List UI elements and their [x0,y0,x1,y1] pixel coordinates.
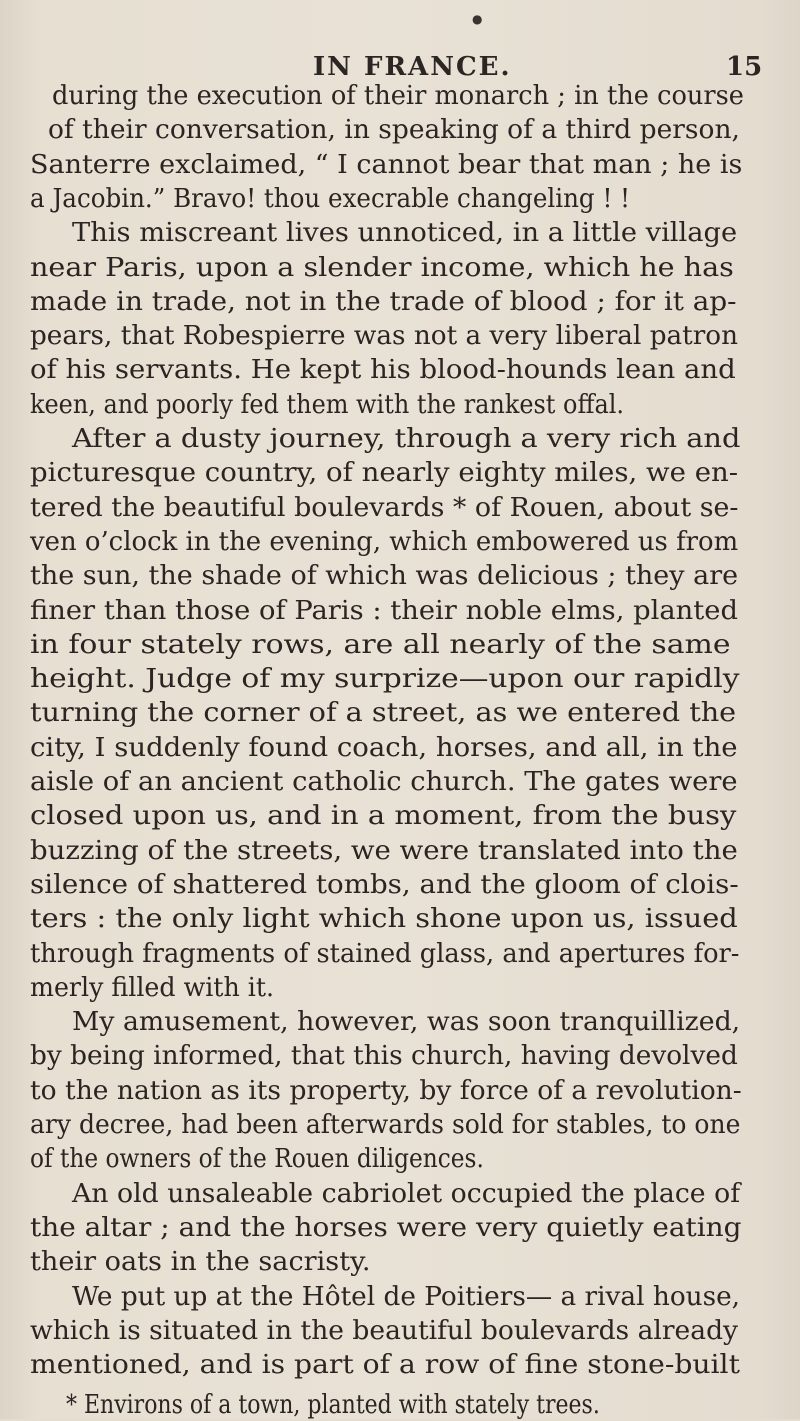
text-line: closed upon us, and in a moment, from the busy [30,801,737,832]
printer-mark: ● [472,12,483,26]
text-line: their oats in the sacristy. [30,1247,371,1278]
text-line: silence of shattered tombs, and the gloom of clois- [30,869,739,900]
text-line: An old unsaleable cabriolet occupied the place of [72,1178,741,1209]
text-line: This miscreant lives unnoticed, in a little village [72,218,738,249]
text-line: near Paris, upon a slender income, which he has [30,252,734,283]
text-line: finer than those of Paris : their noble elms, planted [30,595,738,626]
text-line: in four stately rows, are all nearly of the same [30,629,731,660]
text-line: Santerre exclaimed, “ I cannot bear that man ; he is [30,149,743,180]
text-line: height. Judge of my surprize—upon our rapidly [30,664,740,695]
text-line: mentioned, and is part of a row of fine stone-built [30,1350,740,1381]
text-line: buzzing of the streets, we were translated into the [30,835,738,866]
text-line: picturesque country, of nearly eighty miles, we en- [30,458,739,489]
text-line: tered the beautiful boulevards * of Rouen, about se- [30,492,739,523]
text-line: the sun, the shade of which was delicious ; they are [30,561,739,592]
text-line: ary decree, had been afterwards sold for stables, to one [30,1110,741,1140]
running-head: IN FRANCE. [313,52,512,82]
text-line: aisle of an ancient catholic church. The gates were [30,767,738,797]
text-line: the altar ; and the horses were very quietly eating [30,1212,742,1243]
text-line: ters : the only light which shone upon us, issued [30,904,738,935]
page-header [0,12,800,82]
text-line: ven o’clock in the evening, which embowered us from [30,526,739,557]
text-line: After a dusty journey, through a very rich and [72,424,741,454]
text-line: by being informed, that this church, having devolved [30,1041,738,1072]
text-line: through fragments of stained glass, and apertures for- [30,938,740,969]
text-line: pears, that Robespierre was not a very liberal patron [30,321,738,352]
page-number: 15 [726,52,763,82]
text-line: a Jacobin.” Bravo! thou execrable changeling ! ! [30,183,631,214]
text-line: merly filled with it. [30,972,275,1003]
text-line: of their conversation, in speaking of a third person, [48,115,740,146]
footnote: * Environs of a town, planted with stately trees. [66,1390,600,1421]
text-line: My amusement, however, was soon tranquillized, [72,1007,741,1038]
text-line: of his servants. He kept his blood-hounds lean and [30,355,736,386]
text-line: during the execution of their monarch ; in the course [52,81,744,111]
text-line: turning the corner of a street, as we entered the [30,698,737,729]
text-line: made in trade, not in the trade of blood ; for it ap- [30,286,737,317]
text-line: We put up at the Hôtel de Poitiers— a rival house, [72,1281,741,1312]
text-line: keen, and poorly fed them with the rankest offal. [30,389,625,420]
text-line: which is situated in the beautiful boulevards already [30,1315,739,1346]
text-line: to the nation as its property, by force of a revolution- [30,1075,742,1106]
text-line: city, I suddenly found coach, horses, and all, in the [30,732,738,763]
text-line: of the owners of the Rouen diligences. [30,1144,484,1175]
